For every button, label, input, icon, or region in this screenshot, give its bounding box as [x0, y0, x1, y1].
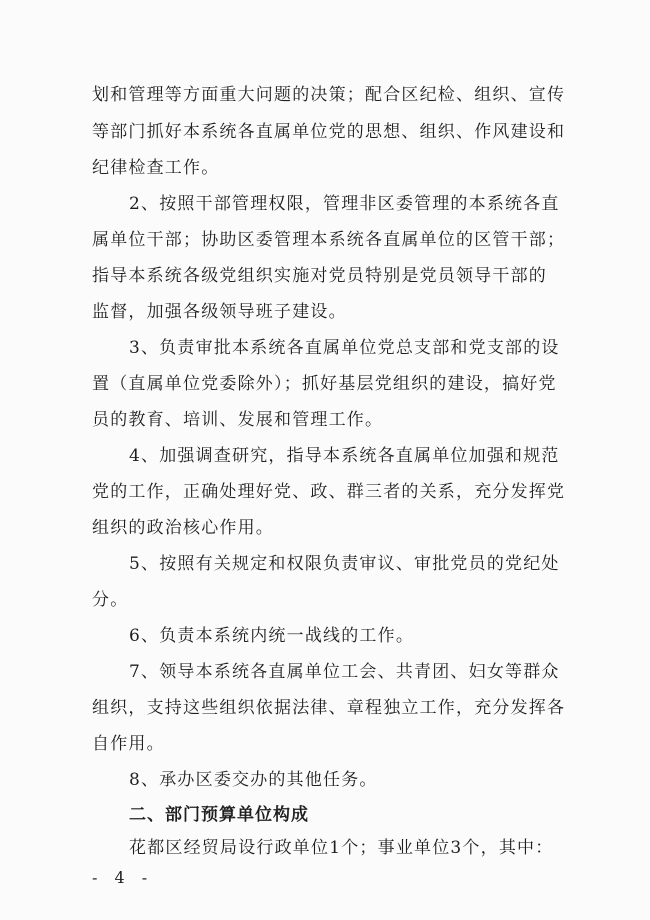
body-line: 组织的政治核心作用。 — [92, 518, 274, 538]
body-line: 监督，加强各级领导班子建设。 — [92, 302, 347, 322]
body-line: 7、领导本系统各直属单位工会、共青团、妇女等群众 — [129, 662, 560, 682]
body-line: 指导本系统各级党组织实施对党员特别是党员领导干部的 — [92, 266, 547, 286]
body-line: 属单位干部；协助区委管理本系统各直属单位的区管干部； — [92, 230, 566, 250]
page-number: - 4 - — [92, 868, 154, 887]
section-heading: 二、部门预算单位构成 — [129, 805, 309, 825]
body-line: 自作用。 — [92, 734, 165, 754]
body-line: 纪律检查工作。 — [92, 158, 220, 178]
body-line: 划和管理等方面重大问题的决策；配合区纪检、组织、宣传 — [92, 85, 566, 105]
body-line: 等部门抓好本系统各直属单位党的思想、组织、作风建设和 — [92, 122, 566, 142]
body-line: 2、按照干部管理权限，管理非区委管理的本系统各直 — [129, 194, 560, 214]
body-line: 党的工作，正确处理好党、政、群三者的关系，充分发挥党 — [92, 482, 566, 502]
body-line: 分。 — [92, 590, 129, 610]
body-line: 8、承办区委交办的其他任务。 — [129, 770, 378, 790]
body-line: 5、按照有关规定和权限负责审议、审批党员的党纪处 — [129, 554, 560, 574]
body-line: 组织，支持这些组织依据法律、章程独立工作，充分发挥各 — [92, 698, 566, 718]
body-line: 6、负责本系统内统一战线的工作。 — [129, 626, 415, 646]
body-line: 花都区经贸局设行政单位1个；事业单位3个，其中： — [129, 838, 554, 858]
body-line: 员的教育、培训、发展和管理工作。 — [92, 410, 384, 430]
body-line: 3、负责审批本系统各直属单位党总支部和党支部的设 — [129, 338, 560, 358]
body-line: 4、加强调查研究，指导本系统各直属单位加强和规范 — [129, 446, 560, 466]
body-line: 置（直属单位党委除外）；抓好基层党组织的建设，搞好党 — [92, 374, 557, 394]
